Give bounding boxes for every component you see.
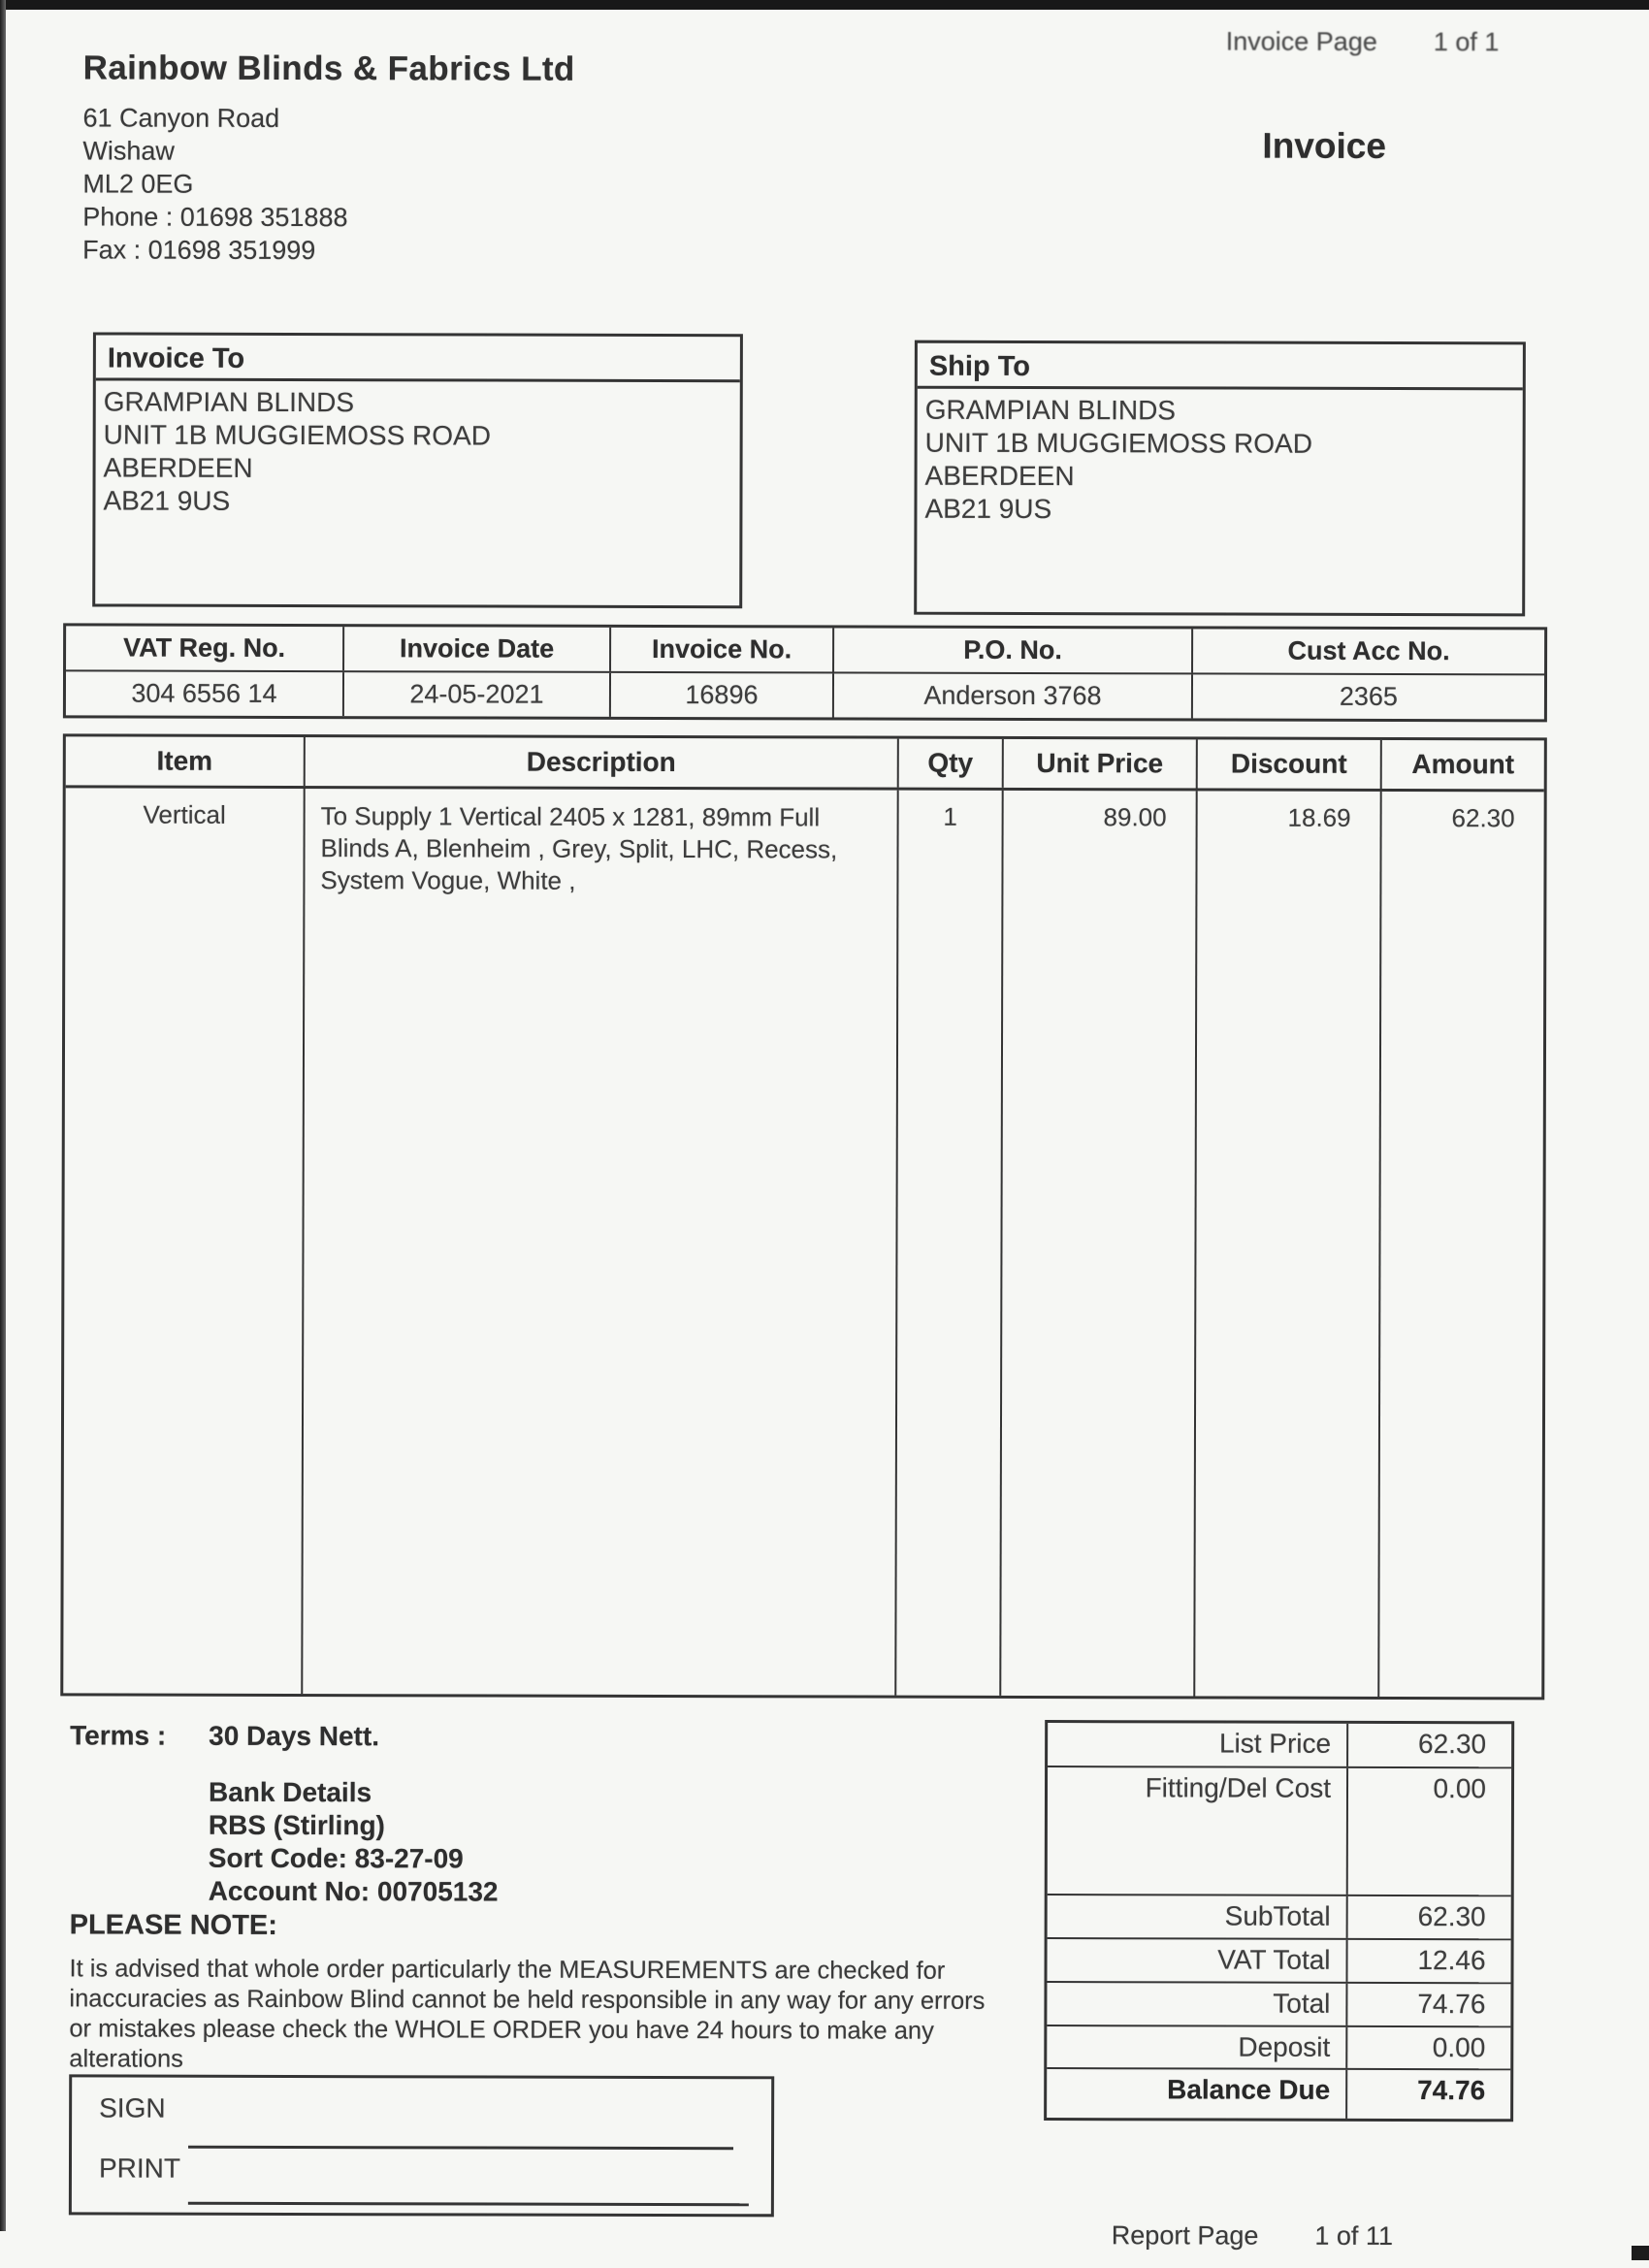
totals-box — [1044, 1720, 1514, 2122]
total-label: Total — [1047, 1983, 1347, 2025]
discount-column-header: Discount — [1196, 739, 1380, 788]
deposit-row — [1047, 2026, 1510, 2070]
vat-total-row — [1047, 1939, 1510, 1984]
document-title: Invoice — [1262, 125, 1386, 166]
total-row — [1047, 1983, 1510, 2027]
invoice-to-address — [95, 380, 739, 519]
invoice-to-line: GRAMPIAN BLINDS — [103, 386, 355, 418]
fitting-del-cost-value: 0.00 — [1433, 1773, 1487, 1804]
bank-sort-code: Sort Code: 83-27-09 — [208, 1842, 464, 1874]
company-address-line: 61 Canyon Road — [82, 103, 280, 133]
line-item-name: Vertical — [143, 799, 226, 829]
total-value: 74.76 — [1417, 1989, 1486, 2020]
subtotal-row — [1048, 1895, 1511, 1940]
list-price-label: List Price — [1048, 1723, 1348, 1766]
company-fax: Fax : 01698 351999 — [82, 235, 316, 266]
terms-value: 30 Days Nett. — [209, 1720, 380, 1752]
ship-to-box — [914, 340, 1526, 617]
vat-reg-no-value: 304 6556 14 — [131, 678, 277, 708]
deposit-value: 0.00 — [1432, 2032, 1486, 2063]
bank-account-no: Account No: 00705132 — [208, 1875, 499, 1907]
line-items-table — [60, 733, 1547, 1700]
subtotal-label: SubTotal — [1048, 1895, 1348, 1938]
list-price-row — [1048, 1723, 1511, 1768]
invoice-date-value: 24-05-2021 — [342, 672, 609, 717]
item-column-header: Item — [156, 745, 213, 776]
balance-due-row — [1047, 2069, 1510, 2119]
invoice-to-header: Invoice To — [96, 335, 740, 382]
ship-to-address — [917, 389, 1522, 528]
ship-to-line: ABERDEEN — [924, 460, 1075, 492]
invoice-no-header: Invoice No. — [609, 628, 832, 672]
balance-due-label: Balance Due — [1047, 2069, 1347, 2119]
invoice-to-line: ABERDEEN — [103, 452, 253, 483]
bank-name: RBS (Stirling) — [208, 1809, 385, 1841]
line-items-header-row — [66, 736, 1544, 792]
po-no-header: P.O. No. — [832, 628, 1191, 672]
ship-to-line: GRAMPIAN BLINDS — [924, 394, 1177, 426]
signature-box — [69, 2074, 774, 2217]
description-column-header: Description — [304, 737, 897, 788]
line-item-row — [63, 788, 1543, 1697]
company-address — [82, 101, 348, 267]
invoice-no-value: 16896 — [609, 673, 832, 718]
qty-column-header: Qty — [897, 739, 1002, 788]
invoice-page-label: Invoice Page — [1225, 26, 1377, 56]
terms-label: Terms : — [70, 1720, 167, 1751]
balance-due-value: 74.76 — [1417, 2075, 1486, 2106]
deposit-label: Deposit — [1047, 2026, 1347, 2068]
line-item-description: To Supply 1 Vertical 2405 x 1281, 89mm Full Blinds A, Blenheim , Grey, Split, LHC, Recess, System Vogue, White , — [301, 789, 896, 1696]
vat-total-value: 12.46 — [1417, 1945, 1486, 1976]
vat-reg-no-header: VAT Reg. No. — [123, 632, 286, 663]
print-label: PRINT — [98, 2153, 181, 2184]
subtotal-value: 62.30 — [1417, 1901, 1486, 1932]
fitting-del-cost-label: Fitting/Del Cost — [1048, 1767, 1348, 1895]
reference-value-row — [66, 671, 1544, 719]
invoice-page-value: 1 of 1 — [1433, 27, 1500, 57]
scanner-edge-top — [0, 0, 1649, 10]
ship-to-line: UNIT 1B MUGGIEMOSS ROAD — [924, 427, 1313, 459]
company-address-line: ML2 0EG — [82, 169, 194, 199]
please-note-heading: PLEASE NOTE: — [69, 1909, 277, 1941]
ship-to-header: Ship To — [918, 343, 1523, 391]
amount-column-header: Amount — [1380, 740, 1544, 789]
po-no-value: Anderson 3768 — [832, 673, 1191, 718]
invoice-date-header: Invoice Date — [342, 627, 609, 671]
invoice-to-box — [92, 332, 743, 608]
bank-details — [209, 1776, 499, 1909]
bank-details-heading: Bank Details — [208, 1776, 372, 1808]
print-line — [188, 2202, 749, 2207]
cust-acc-no-value: 2365 — [1191, 674, 1544, 719]
scanner-mark-bottom-right — [1632, 2246, 1649, 2260]
unit-price-column-header: Unit Price — [1002, 739, 1196, 789]
line-item-qty: 1 — [894, 791, 1001, 1696]
invoice-to-line: AB21 9US — [103, 485, 231, 516]
scanner-edge-left — [0, 0, 6, 2231]
invoice-reference-table — [63, 623, 1547, 722]
invoice-page-indicator — [1226, 27, 1500, 58]
vat-total-label: VAT Total — [1047, 1939, 1347, 1982]
report-page-indicator — [1112, 2220, 1393, 2252]
company-name: Rainbow Blinds & Fabrics Ltd — [82, 49, 575, 88]
line-item-discount: 18.69 — [1193, 791, 1379, 1696]
company-address-line: Wishaw — [82, 136, 175, 166]
cust-acc-no-header: Cust Acc No. — [1191, 629, 1544, 673]
list-price-value: 62.30 — [1418, 1729, 1487, 1760]
report-page-value: 1 of 11 — [1314, 2220, 1394, 2251]
report-page-label: Report Page — [1111, 2220, 1259, 2251]
sign-label: SIGN — [99, 2092, 166, 2123]
reference-header-row — [66, 626, 1544, 675]
ship-to-line: AB21 9US — [924, 493, 1052, 525]
invoice-to-line: UNIT 1B MUGGIEMOSS ROAD — [103, 419, 492, 451]
line-item-unit-price: 89.00 — [999, 791, 1195, 1697]
disclaimer-text: It is advised that whole order particularly the MEASUREMENTS are checked for inaccuracies as Rainbow Blind cannot be held responsible in any way for any errors or mistakes please check the WHOLE ORDER you have 24 hours to make any alterations — [69, 1955, 986, 2073]
line-item-amount: 62.30 — [1377, 792, 1543, 1697]
company-phone: Phone : 01698 351888 — [82, 202, 348, 233]
sign-line — [188, 2146, 733, 2150]
fitting-del-cost-row — [1048, 1767, 1511, 1896]
